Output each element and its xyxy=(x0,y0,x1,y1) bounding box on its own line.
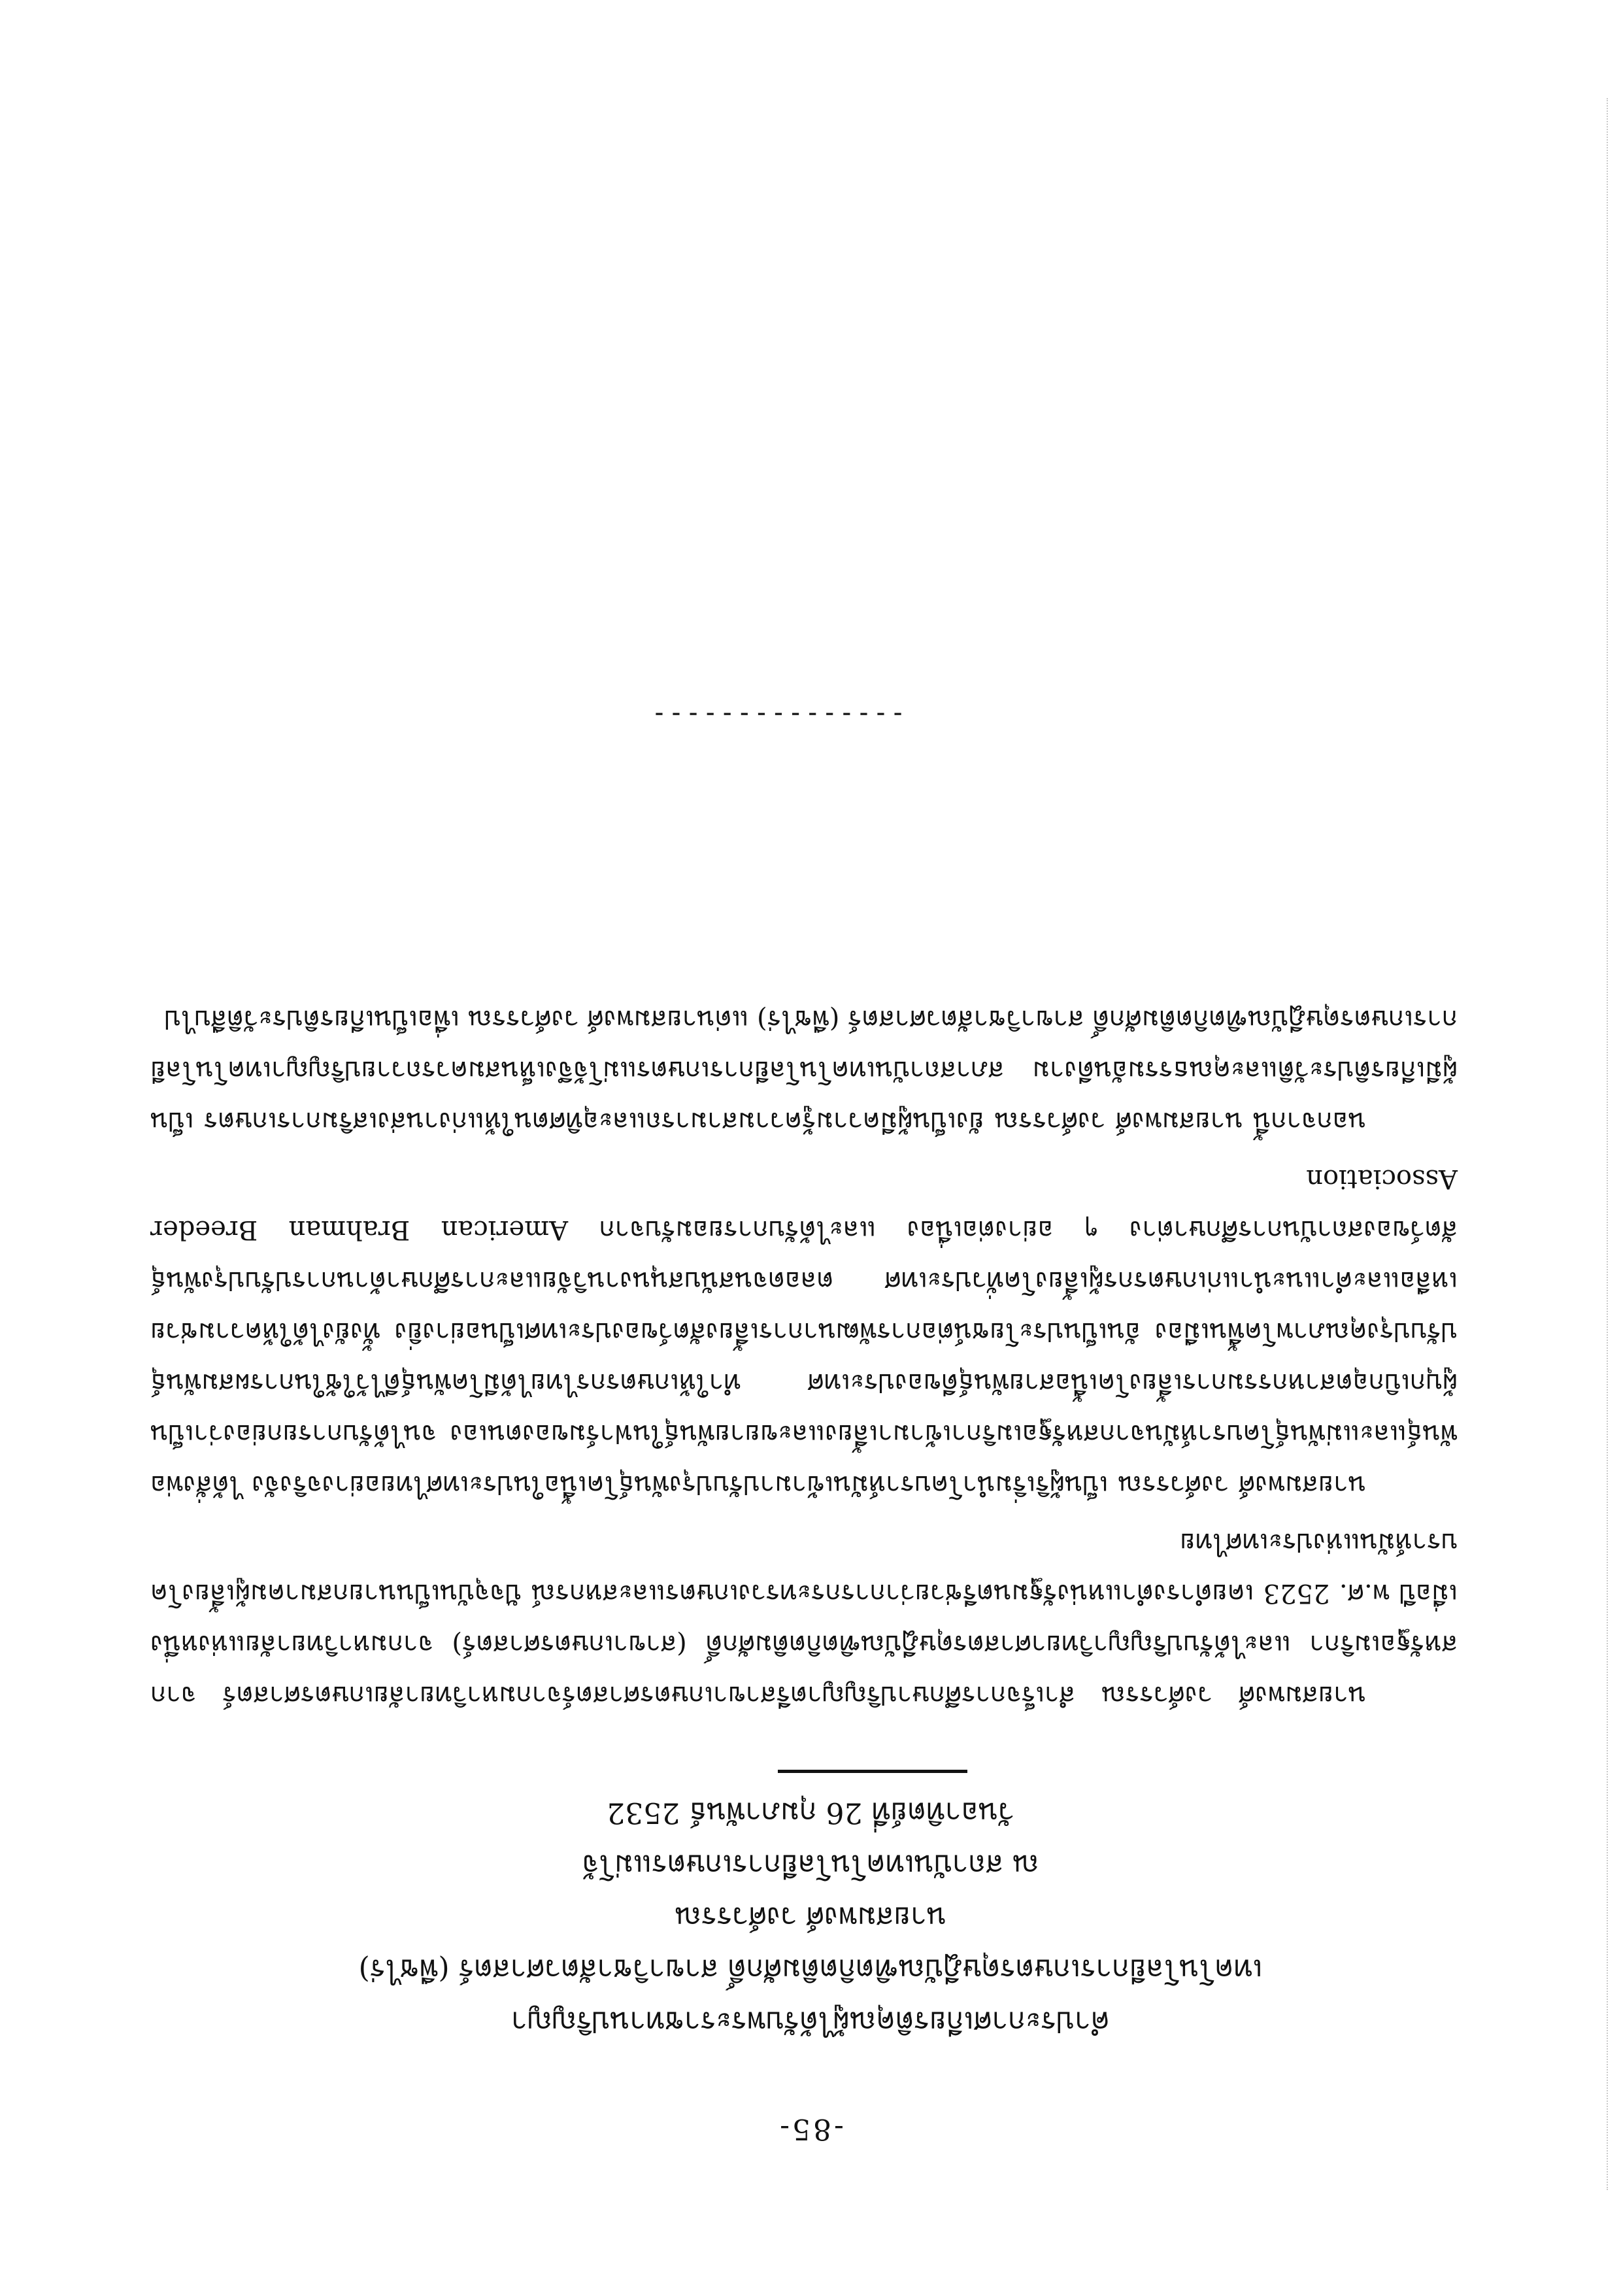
heading-line-1: คำประกาศเกียรติคุณผู้ได้รับพระราชทานปริญญา xyxy=(510,2005,1111,2038)
date-line: วันอาทิตย์ที่ 26 กุมภาพันธ์ 2532 xyxy=(607,1796,1014,1829)
citation-heading xyxy=(327,1786,1294,2048)
scan-edge-line xyxy=(1607,98,1610,2190)
page-number: -85- xyxy=(777,2112,844,2146)
paragraph-2: นายสมพงศ์ วงศ์วรรณ เป็นผู้ริเริ่มนำโคบราห์มันเข้ามาปรับปรุงพันธุ์โคเนื้อในประเทศไทยอย่างจริงจัง ได้สั่งพ่อพันธุ์และแม่พันธุ์โคบราห์มันจากสหรัฐอเมริกาเข้ามาเลี้ยงและขยายพันธุ์ในฟาร์มของตนเอง จนได้รับการยกย่องว่าเป็นผู้บุกเบิกอุตสาหกรรมการเลี้ยงโคเนื้อสายพันธุ์ดีของประเทศ ทำให้เกษตรกรไทยได้มีโคพันธุ์ดีไว้ใช้ในการผสมพันธุ์ปรับปรุงคุณภาพโคพื้นเมือง อันเป็นประโยชน์ต่อการพัฒนาการเลี้ยงสัตว์ของประเทศเป็นอย่างยิ่ง ทั้งยังได้ให้ความช่วยเหลือและคำแนะนำแก่เกษตรกรผู้เลี้ยงโคทั่วประเทศ ตลอดจนสนับสนุนงานวิจัยและการศึกษาด้านการปรับปรุงพันธุ์สัตว์ของสถาบันการศึกษาต่าง ๆ อย่างต่อเนื่อง และได้รับการยอมรับจาก American Brahman Breeder Association xyxy=(150,1164,1458,1500)
closing-divider: --------------- xyxy=(650,700,906,730)
paragraph-3: นอกจากนี้ นายสมพงศ์ วงศ์วรรณ ยังเป็นผู้มีความรู้ความสามารถและอุทิศตนให้แก่งานส่งเสริมการเกษตร เป็นผู้มีเกียรติประวัติและคุณธรรมอันดีงาม สภาสถาบันเทคโนโลยีการเกษตรแม่โจ้จึงเห็นสมควรถวายปริญญาเทคโนโลยีการเกษตรดุษฎีบัณฑิตกิตติมศักดิ์ สาขาวิชาสัตวศาสตร์ (พืชไร่) แด่นายสมพงศ์ วงศ์วรรณ เพื่อเป็นเกียรติประวัติสืบไป xyxy=(150,1004,1458,1136)
institution-line: ณ สถาบันเทคโนโลยีการเกษตรแม่โจ้ xyxy=(582,1848,1039,1882)
honoree-name: นายสมพงศ์ วงศ์วรรณ xyxy=(675,1900,946,1934)
heading-line-2: เทคโนโลยีการเกษตรดุษฎีบัณฑิตกิตติมศักดิ์ สาขาวิชาสัตวศาสตร์ (พืชไร่) xyxy=(358,1953,1263,1986)
paragraph-1: นายสมพงศ์ วงศ์วรรณ สำเร็จการศึกษาปริญญาตรีสาขาเกษตรศาสตร์จากมหาวิทยาลัยเกษตรศาสตร์ จากสหรัฐอเมริกา และได้รับปริญญาวิทยาศาสตรดุษฎีบัณฑิตกิตติมศักดิ์ (สาขาเกษตรศาสตร์) จากมหาวิทยาลัยแห่งหนึ่ง เมื่อปี พ.ศ. 2523 เคยดำรงตำแหน่งรัฐมนตรีช่วยว่าการกระทรวงเกษตรและสหกรณ์ ปัจจุบันเป็นนายกสมาคมผู้เลี้ยงโคบราห์มันแห่งประเทศไทย xyxy=(150,1527,1458,1710)
heading-underline xyxy=(778,1770,967,1773)
citation-body xyxy=(150,987,1458,1721)
